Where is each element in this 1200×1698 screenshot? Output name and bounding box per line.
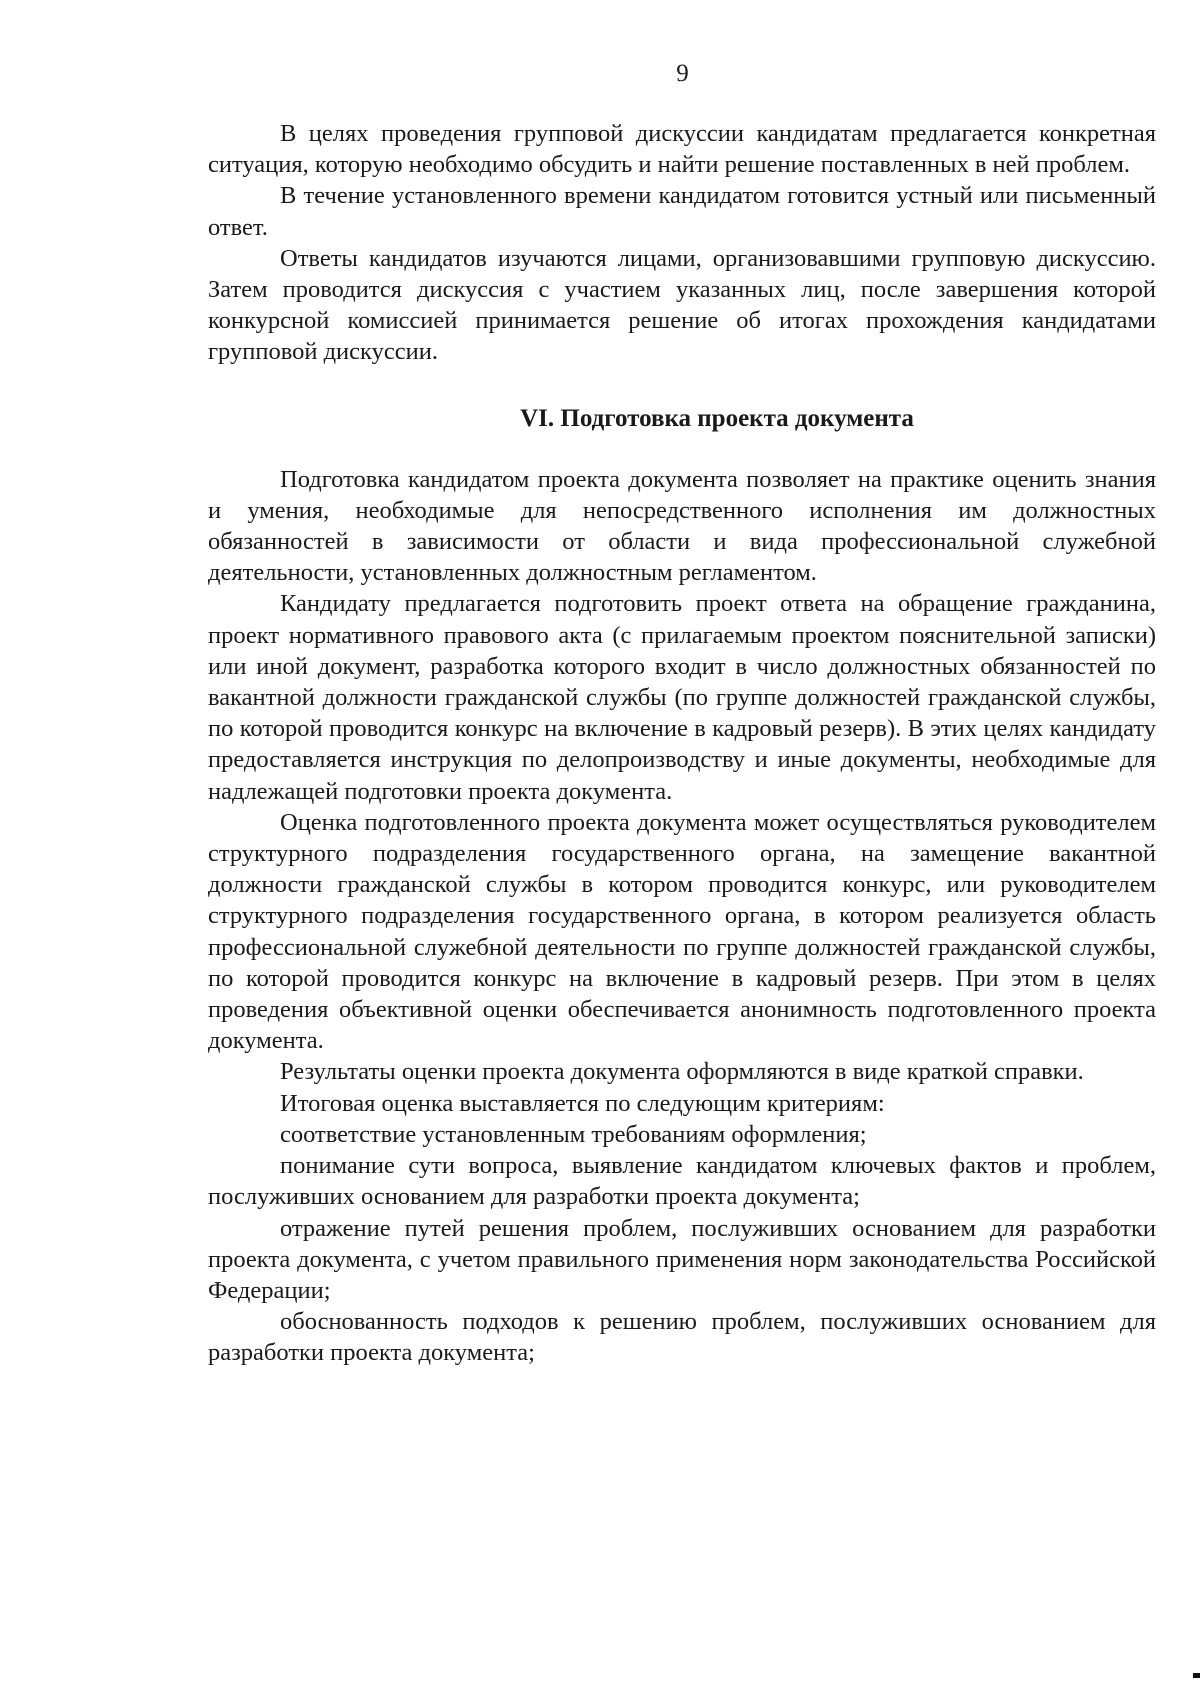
paragraph: Кандидату предлагается подготовить проект ответа на обращение гражданина, проект нормативного правового акта (с прилагаемым проектом пояснительной записки) или иной документ, разработка которого входит в число должностных обязанностей по вакантной должности гражданской службы (по группе должностей гражданской службы, по которой проводится конкурс на включение в кадровый резерв). В этих целях кандидату предоставляется инструкция по делопроизводству и иные документы, необходимые для надлежащей подготовки проекта документа.	[208, 590, 1156, 805]
page-number: 9	[676, 60, 689, 87]
paragraph: Оценка подготовленного проекта документа может осуществляться руководителем структурного подразделения государственного органа, на замещение вакантной должности гражданской службы в котором проводится конкурс, или руководителем структурного подразделения государственного органа, в котором реализуется область профессиональной служебной деятельности по группе должностей гражданской службы, по которой проводится конкурс на включение в кадровый резерв. При этом в целях проведения объективной оценки обеспечивается анонимность подготовленного проекта документа.	[208, 808, 1156, 1055]
paragraph: Ответы кандидатов изучаются лицами, организовавшими групповую дискуссию. Затем проводится дискуссия с участием указанных лиц, после завершения которой конкурсной комиссией принимается решение об итогах прохождения кандидатами групповой дискуссии.	[208, 244, 1156, 366]
criterion-item: отражение путей решения проблем, послуживших основанием для разработки проекта документа, с учетом правильного применения норм законодательства Российской Федерации;	[208, 1214, 1156, 1304]
paragraph: В целях проведения групповой дискуссии кандидатам предлагается конкретная ситуация, которую необходимо обсудить и найти решение поставленных в ней проблем.	[208, 120, 1156, 179]
paragraph: В течение установленного времени кандидатом готовится устный или письменный ответ.	[208, 182, 1156, 241]
section-heading: VI. Подготовка проекта документа	[520, 404, 914, 432]
criterion-item: соответствие установленным требованиям оформления;	[280, 1120, 867, 1148]
paragraph: Подготовка кандидатом проекта документа позволяет на практике оценить знания и умения, необходимые для непосредственного исполнения им должностных обязанностей в зависимости от области и вида профессиональной служебной деятельности, установленных должностным регламентом.	[208, 465, 1156, 587]
criteria-intro: Итоговая оценка выставляется по следующим критериям:	[280, 1089, 885, 1117]
criterion-item: обоснованность подходов к решению проблем, послуживших основанием для разработки проекта документа;	[208, 1308, 1156, 1367]
document-body	[208, 118, 1156, 1369]
criterion-item: понимание сути вопроса, выявление кандидатом ключевых фактов и проблем, послуживших основанием для разработки проекта документа;	[208, 1152, 1156, 1211]
scan-edge-mark	[1193, 1673, 1200, 1678]
paragraph: Результаты оценки проекта документа оформляются в виде краткой справки.	[280, 1058, 1084, 1086]
